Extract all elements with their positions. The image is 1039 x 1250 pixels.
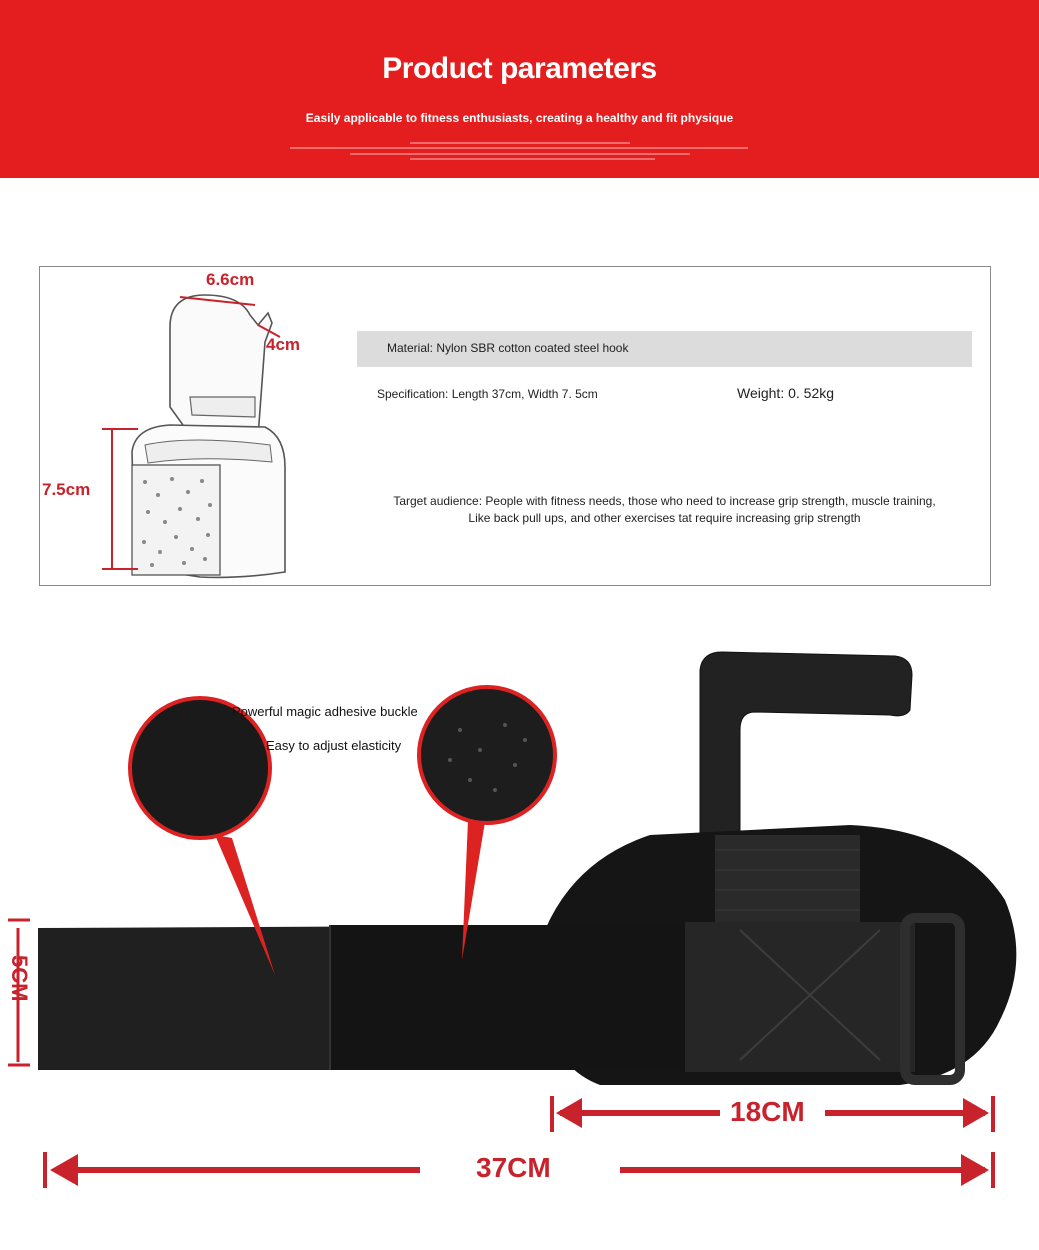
dim-length-label: 37CM bbox=[476, 1152, 551, 1183]
decorative-fine-text bbox=[410, 158, 655, 160]
decorative-fine-text bbox=[410, 142, 630, 144]
material-text: Material: Nylon SBR cotton coated steel hook bbox=[387, 341, 629, 355]
target-audience-text bbox=[357, 493, 972, 527]
diagram-width-label: 6.6cm bbox=[206, 270, 255, 289]
diagram-hook-label: 4cm bbox=[266, 335, 301, 354]
decorative-fine-text bbox=[350, 153, 690, 155]
weight-text: Weight: 0. 52kg bbox=[737, 385, 835, 401]
target-audience-line: Target audience: People with fitness needs, those who need to increase grip strength, muscle training, bbox=[393, 494, 936, 508]
page-subtitle: Easily applicable to fitness enthusiasts, creating a healthy and fit physique bbox=[305, 111, 734, 125]
product-photo bbox=[0, 630, 1039, 1250]
callout-elasticity: Easy to adjust elasticity bbox=[266, 738, 402, 753]
specification-text: Specification: Length 37cm, Width 7. 5cm bbox=[377, 387, 598, 401]
decorative-fine-text bbox=[290, 147, 748, 149]
diagram-height-label: 7.5cm bbox=[42, 480, 91, 499]
material-row bbox=[357, 331, 972, 367]
header-banner bbox=[0, 0, 1039, 178]
target-audience-line: Like back pull ups, and other exercises tat require increasing grip strength bbox=[468, 511, 861, 525]
callout-buckle: Powerful magic adhesive buckle bbox=[232, 704, 418, 719]
wrist-wrap-diagram bbox=[40, 267, 340, 585]
dim-width-label: 5CM bbox=[7, 955, 32, 1002]
page-title: Product parameters bbox=[382, 52, 657, 85]
dim-pad-label: 18CM bbox=[730, 1096, 805, 1127]
spec-card bbox=[39, 266, 991, 586]
